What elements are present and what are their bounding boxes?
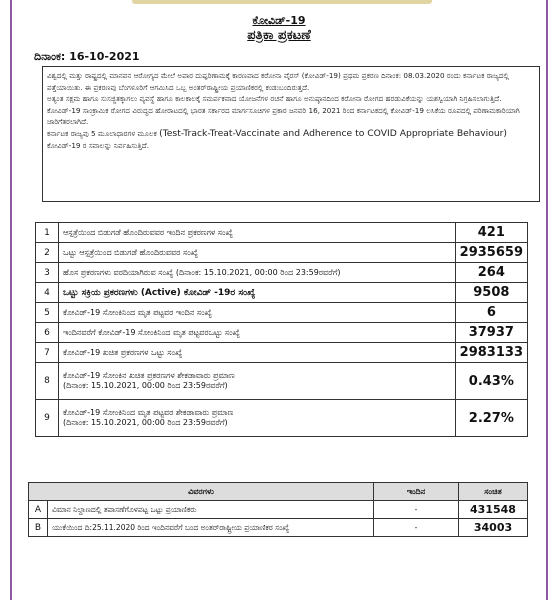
row-letter: B — [29, 519, 48, 537]
row-label: ಒಟ್ಟು ಆಸ್ಪತ್ರೆಯಿಂದ ಬಿಡುಗಡೆ ಹೊಂದಿರುವವರ ಸಂಖ್ಯೆ — [59, 243, 456, 263]
row-number: 3 — [36, 263, 59, 283]
table-row — [36, 343, 528, 363]
row-total: 431548 — [459, 501, 528, 519]
column-header: ಸಂಚಿತ — [459, 483, 528, 501]
row-letter: A — [29, 501, 48, 519]
date-line — [34, 50, 140, 64]
column-header: ಇಂದಿನ — [374, 483, 459, 501]
table-row — [36, 323, 528, 343]
bulletin-text-english: (Test-Track-Treat-Vaccinate and Adherence to COVID Appropriate Behaviour) — [159, 127, 508, 139]
bulletin-text: ಕರ್ನಾಟಕ ರಾಜ್ಯವು 5 ಮೂಲಾಧಾರಗಳ ಮೂಲಕ — [47, 128, 160, 138]
row-today: - — [374, 501, 459, 519]
row-value: 2983133 — [455, 343, 527, 363]
table-row — [36, 223, 528, 243]
row-label: ಹೊಸ ಪ್ರಕರಣಗಳು ವರದಿಯಾಗಿರುವ ಸಂಖ್ಯೆ (ದಿನಾಂಕ: 15.10.2021, 00:00 ರಿಂದ 23:59ರವರೆಗೆ) — [59, 263, 456, 283]
bulletin-paragraph: ಕೋವಿಡ್-19 ಸಾಂಕ್ರಾಮಿಕ ರೋಗದ ವಿರುದ್ಧದ ಹೋರಾಟದಲ್ಲಿ ಭಾರತ ಸರ್ಕಾರದ ಮಾರ್ಗಸೂಚಿಗಳ ಪ್ರಕಾರ ಜನವರಿ 16, 2021 ರಿಂದ ಕರ್ನಾಟಕದಲ್ಲಿ ಕೋವಿಡ್-19 ಲಸಿಕೆಯ ರೂಪದಲ್ಲಿ ಪರಿಣಾಮಕಾರಿಯಾಗಿ ಜಾರಿಗೆತರಲಾಗಿದೆ. — [47, 105, 520, 127]
bulletin-paragraph: ಅತ್ಯಂತ ಸಕ್ಷಮ ಹಾಗೂ ಸುಸಜ್ಜಿತಕ್ಕಾಗಲು ವ್ಯವಸ್ಥೆ ಹಾಗೂ ಕಾಲಕಾಲಕ್ಕೆ ಸಮರ್ಪಕವಾದ ಯೋಜನೆಗಳ ರಚನೆ ಹಾಗೂ ಅನುಷ್ಠಾನದಿಂದ ಕರೋನಾ ರೋಗದ ಹರಡುವಿಕೆಯನ್ನು ಯಶಸ್ವಿಯಾಗಿ ನಿಗ್ರಹಿಸಲಾಗುತ್ತಿದೆ. — [47, 94, 502, 104]
row-number: 6 — [36, 323, 59, 343]
table-row — [29, 501, 528, 519]
date-label: ದಿನಾಂಕ: — [34, 50, 66, 63]
column-header: ವಿವರಗಳು — [29, 483, 374, 501]
row-sublabel: (ದಿನಾಂಕ: 15.10.2021, 00:00 ರಿಂದ 23:59ರವರೆಗೆ) — [63, 381, 228, 390]
row-label: ಕೋವಿಡ್-19 ಸೋಂಕಿನಿಂದ ಮೃತ ಪಟ್ಟವರ ಇಂದಿನ ಸಂಖ್ಯೆ — [59, 303, 456, 323]
row-number: 2 — [36, 243, 59, 263]
table-row — [36, 263, 528, 283]
row-label-cell — [59, 363, 456, 400]
row-label: ಒಟ್ಟು ಸಕ್ರಿಯ ಪ್ರಕರಣಗಳು (Active) ಕೋವಿಡ್ -19ರ ಸಂಖ್ಯೆ — [59, 283, 456, 303]
header-decoration — [132, 0, 432, 4]
bulletin-paragraph — [47, 128, 535, 151]
table-row — [36, 363, 528, 400]
row-value: 9508 — [455, 283, 527, 303]
row-label: ಕೋವಿಡ್-19 ಸೋಂಕಿನ ಖಚಿತ ಪ್ರಕರಣಗಳ ಶೇಕಡಾವಾರು ಪ್ರಮಾಣ — [63, 371, 235, 380]
row-label: ಆಸ್ಪತ್ರೆಯಿಂದ ಬಿಡುಗಡೆ ಹೊಂದಿರುವವರ ಇಂದಿನ ಪ್ರಕರಣಗಳ ಸಂಖ್ಯೆ — [59, 223, 456, 243]
row-value: 0.43% — [455, 363, 527, 400]
table-row — [36, 400, 528, 437]
bulletin-paragraph: ವಿಶ್ವದಲ್ಲಿ ಮತ್ತು ರಾಷ್ಟ್ರದಲ್ಲಿ ಮಾನವನ ಆರೋಗ್ಯದ ಮೇಲೆ ಅಪಾರ ದುಷ್ಪರಿಣಾಮಕ್ಕೆ ಕಾರಣವಾದ ಕರೋನಾ ವೈರಸ್ (ಕೋವಿಡ್-19) ಪ್ರಥಮ ಪ್ರಕರಣ ದಿನಾಂಕ: 08.03.2020 ರಂದು ಕರ್ನಾಟಕ ರಾಜ್ಯದಲ್ಲಿ ಪತ್ತೆಯಾಯಿತು. ಈ ಪ್ರಕರಣವು ಬೆಂಗಳೂರಿಗೆ ಆಗಮಿಸಿದ ಒಬ್ಬ ಅಂತರ್‌ರಾಷ್ಟ್ರೀಯ ಪ್ರಯಾಣಿಕರಲ್ಲಿ ಕಂಡುಬಂದಿರುತ್ತದೆ. — [47, 71, 509, 92]
covid-title: ಕೋವಿಡ್-19 — [252, 14, 306, 27]
row-number: 7 — [36, 343, 59, 363]
bulletin-text: ಕೋವಿಡ್-19 ರ ಸವಾಲನ್ನು ನಿರ್ವಹಿಸುತ್ತಿದೆ. — [47, 140, 150, 150]
row-number: 9 — [36, 400, 59, 437]
row-number: 4 — [36, 283, 59, 303]
row-value: 2935659 — [455, 243, 527, 263]
row-label: ಕೋವಿಡ್-19 ಸೋಂಕಿನಿಂದ ಮೃತ ಪಟ್ಟವರ ಶೇಕಡಾವಾರು ಪ್ರಮಾಣ — [63, 408, 234, 417]
press-release-title: ಪತ್ರಿಕಾ ಪ್ರಕಟಣೆ — [247, 28, 311, 43]
table-row — [36, 303, 528, 323]
row-label-cell — [59, 400, 456, 437]
row-sublabel: (ದಿನಾಂಕ: 15.10.2021, 00:00 ರಿಂದ 23:59ರವರೆಗೆ) — [63, 418, 228, 427]
row-value: 6 — [455, 303, 527, 323]
row-value: 2.27% — [455, 400, 527, 437]
bulletin-box — [42, 66, 540, 202]
table-row — [36, 243, 528, 263]
row-number: 5 — [36, 303, 59, 323]
row-label: ಯುಕೆಯಿಂದ ದಿ:25.11.2020 ರಿಂದ ಇಂದಿನವರೆಗೆ ಬಂದ ಅಂತರ್‌ರಾಷ್ಟ್ರೀಯ ಪ್ರಯಾಣಿಕರ ಸಂಖ್ಯೆ — [48, 519, 374, 537]
row-value: 37937 — [455, 323, 527, 343]
date-value: 16-10-2021 — [69, 50, 140, 63]
stats-table — [35, 222, 528, 437]
row-today: - — [374, 519, 459, 537]
travel-table — [28, 482, 528, 537]
table-row — [29, 519, 528, 537]
row-value: 421 — [455, 223, 527, 243]
row-number: 1 — [36, 223, 59, 243]
row-number: 8 — [36, 363, 59, 400]
table-row — [36, 283, 528, 303]
row-value: 264 — [455, 263, 527, 283]
row-label: ವಿಮಾನ ನಿಲ್ದಾಣದಲ್ಲಿ ತಪಾಸಣೆಗೊಳಪಟ್ಟ ಒಟ್ಟು ಪ್ರಯಾಣಿಕರು — [48, 501, 374, 519]
row-label: ಕೋವಿಡ್-19 ಖಚಿತ ಪ್ರಕರಣಗಳ ಒಟ್ಟು ಸಂಖ್ಯೆ — [59, 343, 456, 363]
row-label: ಇಂದಿನವರೆಗೆ ಕೋವಿಡ್-19 ಸೋಂಕಿನಿಂದ ಮೃತ ಪಟ್ಟವರಒಟ್ಟು ಸಂಖ್ಯೆ — [59, 323, 456, 343]
row-total: 34003 — [459, 519, 528, 537]
table-header-row — [29, 483, 528, 501]
